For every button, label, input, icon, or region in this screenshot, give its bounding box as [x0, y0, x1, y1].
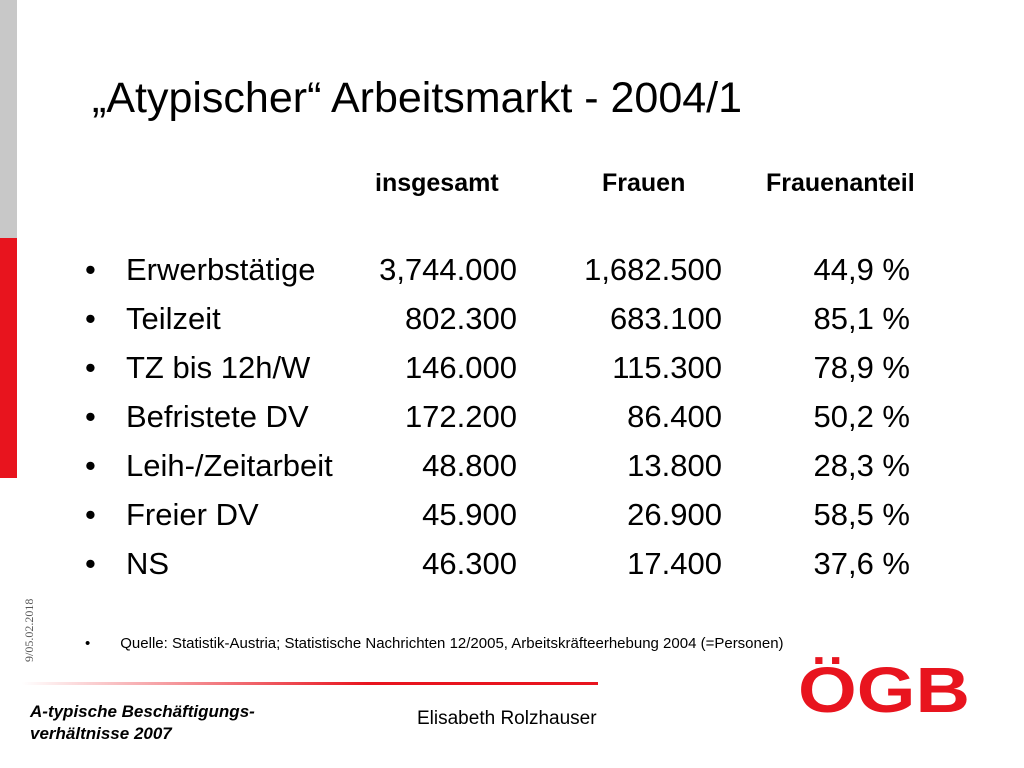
footer-title	[30, 701, 255, 745]
row-share: 44,9 %	[813, 252, 910, 287]
footer-title-line1: A-typische Beschäftigungs-	[30, 702, 255, 721]
row-women: 86.400	[627, 399, 722, 434]
bullet: •	[85, 497, 96, 532]
bullet: •	[85, 399, 96, 434]
row-women: 17.400	[627, 546, 722, 581]
bullet: •	[85, 252, 96, 287]
row-label: TZ bis 12h/W	[126, 350, 311, 385]
list-item	[85, 297, 965, 346]
row-label: NS	[126, 546, 170, 581]
data-list	[85, 248, 965, 591]
row-share: 58,5 %	[813, 497, 910, 532]
row-total: 146.000	[404, 350, 517, 385]
row-label: Freier DV	[126, 497, 259, 532]
row-women: 1,682.500	[584, 252, 722, 287]
logo-text: ÖGB	[798, 654, 970, 722]
oegb-logo	[798, 652, 978, 722]
footer-title-line2: verhältnisse 2007	[30, 724, 172, 743]
row-share: 37,6 %	[813, 546, 910, 581]
footer-divider	[22, 682, 598, 685]
row-label: Befristete DV	[126, 399, 309, 434]
row-label: Erwerbstätige	[126, 252, 316, 287]
side-bar-red	[0, 238, 17, 478]
row-total: 172.200	[404, 399, 517, 434]
source-text: Quelle: Statistik-Austria; Statistische Nachrichten 12/2005, Arbeitskräfteerhebung 2004 (=Personen)	[120, 635, 784, 652]
row-total: 802.300	[404, 301, 517, 336]
column-header-total: insgesamt	[375, 169, 499, 197]
slide-title: „Atypischer“ Arbeitsmarkt - 2004/1	[92, 74, 743, 122]
list-item	[85, 346, 965, 395]
row-share: 50,2 %	[813, 399, 910, 434]
row-total: 45.900	[422, 497, 517, 532]
row-total: 46.300	[422, 546, 517, 581]
row-women: 115.300	[612, 350, 722, 385]
row-share: 85,1 %	[813, 301, 910, 336]
row-label: Teilzeit	[126, 301, 221, 336]
list-item	[85, 248, 965, 297]
list-item	[85, 493, 965, 542]
bullet: •	[85, 448, 96, 483]
row-women: 26.900	[627, 497, 722, 532]
list-item	[85, 395, 965, 444]
bullet: •	[85, 350, 96, 385]
bullet: •	[85, 546, 96, 581]
row-share: 78,9 %	[813, 350, 910, 385]
footer-author: Elisabeth Rolzhauser	[417, 708, 597, 729]
list-item	[85, 542, 965, 591]
row-women: 13.800	[627, 448, 722, 483]
bullet: •	[85, 635, 91, 652]
column-header-women: Frauen	[602, 169, 686, 197]
row-total: 48.800	[422, 448, 517, 483]
side-bar-grey	[0, 0, 17, 238]
bullet: •	[85, 301, 96, 336]
row-women: 683.100	[609, 301, 722, 336]
date-stamp: 9/05.02.2018	[22, 598, 36, 662]
row-share: 28,3 %	[813, 448, 910, 483]
row-label: Leih-/Zeitarbeit	[126, 448, 333, 483]
list-item	[85, 444, 965, 493]
column-header-share: Frauenanteil	[766, 169, 915, 197]
source-note	[85, 635, 784, 652]
row-total: 3,744.000	[379, 252, 517, 287]
